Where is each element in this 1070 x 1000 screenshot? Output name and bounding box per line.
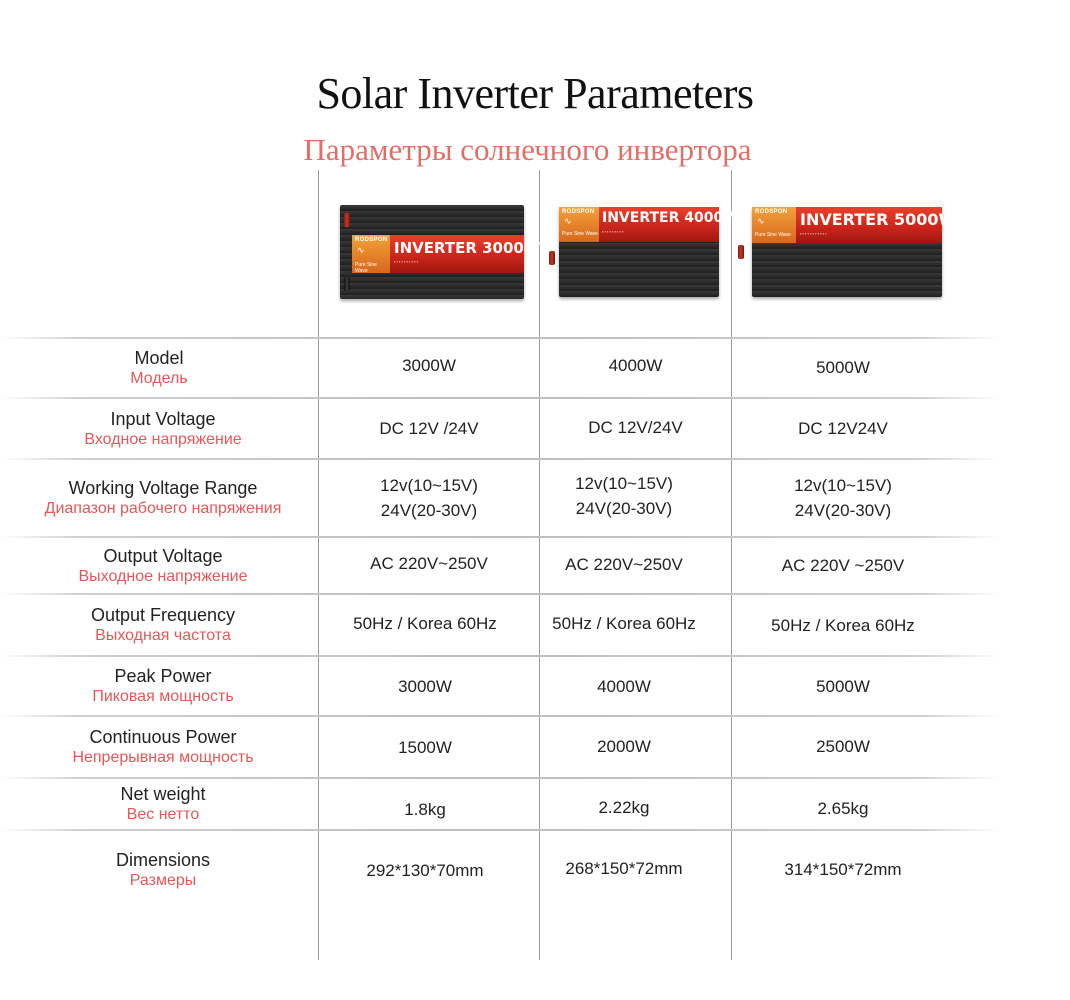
label-ru: Вес нетто <box>126 806 200 823</box>
page-title: Solar Inverter Parameters <box>316 69 754 118</box>
row-label-output-frequency <box>0 595 326 655</box>
cell-value: 3000W <box>398 676 452 696</box>
cell-value-2: 24V(20-30V) <box>380 501 478 520</box>
label-en: Continuous Power <box>89 727 237 747</box>
table-cell <box>732 657 954 715</box>
brand-logo: RODSPON <box>755 209 788 215</box>
table-cell <box>732 840 954 898</box>
spec-strip: ▪ ▪ ▪ ▪ ▪ ▪ ▪ ▪ ▪ ▪ ▪ <box>800 231 827 236</box>
table-cell <box>540 339 731 397</box>
cell-value: 5000W <box>816 357 870 377</box>
label-en: Output Frequency <box>90 605 236 625</box>
table-cell <box>732 595 954 655</box>
spec-strip: ▪ ▪ ▪ ▪ ▪ ▪ ▪ ▪ ▪ ▪ <box>394 259 419 264</box>
cell-value: 2.22kg <box>598 797 650 817</box>
table-cell <box>540 538 708 593</box>
table-cell <box>540 595 708 655</box>
cell-value: AC 220V ~250V <box>781 556 905 575</box>
table-cell <box>732 460 954 536</box>
inverter-4000w-image <box>559 207 739 297</box>
row-label-working-voltage-range <box>0 460 326 536</box>
cell-value: 50Hz / Korea 60Hz <box>353 613 497 633</box>
brand-logo: RODSPON <box>562 209 595 215</box>
table-cell <box>732 399 954 458</box>
row-label-net-weight <box>0 779 326 829</box>
page-subtitle: Параметры солнечного инвертора <box>303 132 752 167</box>
table-cell <box>732 779 954 837</box>
cell-value: 4000W <box>597 676 651 696</box>
label-en: Peak Power <box>114 666 212 686</box>
cell-value: 314*150*72mm <box>784 859 902 879</box>
inverter-label: INVERTER 5000W <box>800 210 957 229</box>
label-en: Output Voltage <box>103 545 223 566</box>
row-label-output-voltage <box>0 538 326 593</box>
cell-value: 50Hz / Korea 60Hz <box>552 613 696 633</box>
table-cell <box>319 595 531 655</box>
sine-wave-icon: ∿ <box>757 216 765 226</box>
cell-value: 2500W <box>816 736 870 756</box>
cell-value: DC 12V24V <box>798 419 888 438</box>
cell-value: 292*130*70mm <box>366 860 484 880</box>
label-ru: Непрерывная мощность <box>72 749 254 766</box>
label-ru: Размеры <box>129 872 197 889</box>
wave-label: Pure Sine Wave <box>755 232 791 238</box>
cell-value: 5000W <box>816 676 870 696</box>
cell-value: 12v(10~15V) <box>794 476 892 495</box>
spec-strip: ▪ ▪ ▪ ▪ ▪ ▪ ▪ ▪ ▪ <box>602 229 624 234</box>
wave-label: Pure Sine Wave <box>355 262 377 274</box>
cell-value: 3000W <box>402 355 456 375</box>
sine-wave-icon: ∿ <box>564 216 572 226</box>
brand-logo: RODSPON <box>355 237 388 243</box>
cell-value: 268*150*72mm <box>565 858 683 878</box>
cell-value: 2.65kg <box>817 798 869 818</box>
label-en: Dimensions <box>115 850 211 870</box>
cell-value: 50Hz / Korea 60Hz <box>771 615 915 635</box>
table-cell <box>540 460 708 536</box>
cell-value: 1500W <box>398 737 452 757</box>
table-cell <box>319 399 539 458</box>
label-ru: Выходная частота <box>95 627 231 644</box>
cell-value: 12v(10~15V) <box>575 474 673 493</box>
cell-value-2: 24V(20-30V) <box>794 501 892 520</box>
table-cell <box>540 399 731 458</box>
table-cell <box>319 339 539 397</box>
inverter-5000w-image <box>752 207 957 297</box>
label-en: Input Voltage <box>110 408 216 429</box>
label-en: Model <box>134 348 184 368</box>
table-cell <box>732 538 954 593</box>
label-ru: Пиковая мощность <box>92 688 234 705</box>
table-cell <box>540 840 708 896</box>
cell-value: DC 12V/24V <box>588 418 683 437</box>
row-label-input-voltage <box>0 399 326 458</box>
table-cell <box>319 779 531 839</box>
label-en: Working Voltage Range <box>68 478 258 498</box>
cell-value: 1.8kg <box>404 799 446 819</box>
cell-value: 12v(10~15V) <box>380 476 478 495</box>
cell-value: AC 220V~250V <box>370 554 488 573</box>
label-ru: Входное напряжение <box>84 430 242 448</box>
cell-value: 4000W <box>608 355 663 375</box>
table-cell <box>540 657 708 715</box>
table-cell <box>319 460 539 536</box>
cell-value: 2000W <box>597 736 651 756</box>
row-label-dimensions <box>0 840 326 900</box>
row-label-peak-power <box>0 657 326 715</box>
sine-wave-icon: ∿ <box>357 245 365 255</box>
label-en: Net weight <box>120 784 206 804</box>
row-label-continuous-power <box>0 717 326 777</box>
wave-label: Pure Sine Wave <box>562 231 598 237</box>
label-ru: Выходное напряжение <box>78 567 248 585</box>
cell-value-2: 24V(20-30V) <box>575 499 673 518</box>
label-ru: Модель <box>130 370 188 387</box>
inverter-3000w-image <box>340 205 541 299</box>
table-cell <box>319 538 539 593</box>
table-cell <box>319 657 531 715</box>
row-label-model <box>0 339 318 397</box>
table-cell <box>319 840 531 900</box>
label-ru: Диапазон рабочего напряжения <box>44 500 282 517</box>
table-cell <box>540 779 708 835</box>
cell-value: DC 12V /24V <box>379 419 479 438</box>
table-cell <box>732 339 954 397</box>
table-cell <box>540 717 708 777</box>
table-cell <box>732 717 954 777</box>
table-cell <box>319 717 531 777</box>
inverter-label: INVERTER 3000W <box>394 239 541 257</box>
inverter-label: INVERTER 4000W <box>602 210 739 226</box>
cell-value: AC 220V~250V <box>565 555 683 574</box>
